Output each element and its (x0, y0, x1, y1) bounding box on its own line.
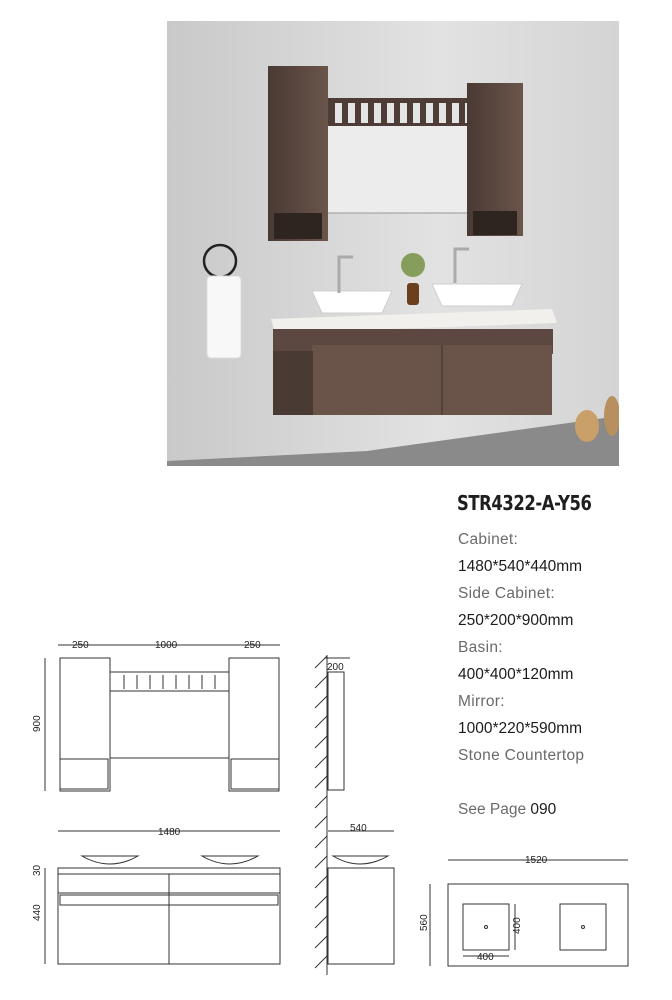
spec-side-cabinet-value: 250*200*900mm (458, 612, 574, 629)
dim-mirror-width: 1000 (155, 640, 178, 651)
spec-basin-value: 400*400*120mm (458, 666, 574, 683)
dim-top-width: 1520 (525, 855, 548, 866)
spec-basin-label: Basin: (458, 639, 503, 656)
dim-basin-w: 400 (477, 952, 494, 963)
dim-cabinet-height: 440 (32, 904, 43, 921)
model-number: STR4322-A-Y56 (457, 491, 592, 515)
dim-counter-thickness: 30 (32, 864, 43, 876)
dim-basin-d: 400 (512, 917, 523, 934)
dim-side-width-right: 250 (244, 640, 261, 651)
dim-depth-side: 200 (327, 662, 344, 673)
spec-mirror-label: Mirror: (458, 693, 505, 710)
dim-cabinet-depth: 540 (350, 823, 367, 834)
dim-top-depth: 560 (419, 914, 430, 931)
spec-cabinet-label: Cabinet: (458, 531, 519, 548)
spec-stone-countertop: Stone Countertop (458, 747, 585, 764)
spec-mirror-value: 1000*220*590mm (458, 720, 583, 737)
dim-height: 900 (32, 715, 43, 732)
see-page-reference: See Page 090 (458, 801, 557, 818)
spec-side-cabinet-label: Side Cabinet: (458, 585, 555, 602)
spec-cabinet-value: 1480*540*440mm (458, 558, 583, 575)
dim-cabinet-width: 1480 (158, 827, 181, 838)
dim-side-width: 250 (72, 640, 89, 651)
